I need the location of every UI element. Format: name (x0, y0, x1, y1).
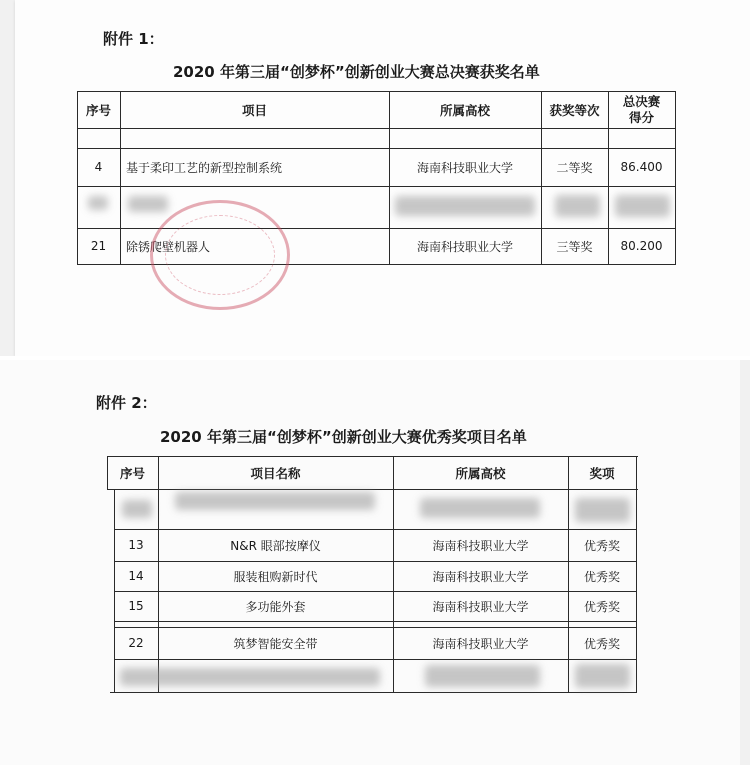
table-cell-no: 4 (94, 160, 103, 174)
attachment-1-label: 附件 1： (103, 30, 164, 48)
table-cell-score: 80.200 (620, 239, 663, 253)
table-cell-no: 22 (128, 636, 144, 650)
table-cell-project: N&R 眼部按摩仪 (230, 538, 321, 553)
header-project-name: 项目名称 (250, 465, 301, 481)
table-2-title: 2020 年第三届“创梦杯”创新创业大赛优秀奖项目名单 (160, 428, 527, 446)
header-award: 奖项 (589, 465, 615, 481)
table-cell-award: 三等奖 (556, 239, 593, 254)
table-cell-no: 14 (128, 569, 144, 583)
table-cell-project: 服装租购新时代 (233, 569, 318, 584)
table-1-title: 2020 年第三届“创梦杯”创新创业大赛总决赛获奖名单 (173, 63, 540, 81)
table-cell-school: 海南科技职业大学 (432, 538, 529, 553)
header-score (608, 91, 675, 128)
redacted-area (122, 500, 152, 518)
redacted-area (120, 668, 380, 686)
table-cell-score: 86.400 (620, 160, 663, 174)
table-cell-school: 海南科技职业大学 (416, 239, 513, 254)
table-cell-award: 优秀奖 (583, 569, 620, 584)
table-cell-award: 优秀奖 (583, 636, 620, 651)
header-score-line1: 总决赛 (622, 93, 661, 109)
redacted-area (128, 196, 168, 212)
header-school: 所属高校 (439, 102, 490, 118)
table-cell-school: 海南科技职业大学 (416, 160, 513, 175)
table-cell-no: 15 (128, 599, 144, 613)
header-no: 序号 (119, 465, 145, 481)
redacted-area (420, 498, 540, 518)
header-no: 序号 (85, 102, 111, 118)
table-cell-no: 13 (128, 538, 144, 552)
redacted-area (575, 498, 630, 522)
redacted-area (425, 665, 540, 687)
table-cell-project: 除锈爬壁机器人 (126, 239, 211, 254)
redacted-area (395, 196, 535, 216)
table-cell-award: 二等奖 (556, 160, 593, 175)
header-project: 项目 (241, 102, 267, 118)
redacted-area (88, 196, 108, 210)
table-cell-award: 优秀奖 (583, 538, 620, 553)
table-cell-award: 优秀奖 (583, 599, 620, 614)
header-score-line2: 得分 (628, 109, 654, 125)
redacted-area (175, 492, 375, 510)
header-award: 获奖等次 (549, 102, 600, 118)
table-cell-project: 多功能外套 (245, 599, 306, 614)
attachment-2-label: 附件 2： (96, 394, 157, 412)
header-school: 所属高校 (455, 465, 506, 481)
table-cell-school: 海南科技职业大学 (432, 636, 529, 651)
official-seal-inner-ring (165, 215, 275, 295)
table-cell-school: 海南科技职业大学 (432, 599, 529, 614)
table-cell-project: 筑梦智能安全带 (233, 636, 318, 651)
table-cell-project: 基于柔印工艺的新型控制系统 (126, 160, 283, 175)
redacted-area (555, 195, 600, 217)
table-cell-school: 海南科技职业大学 (432, 569, 529, 584)
redacted-area (615, 195, 670, 217)
redacted-area (575, 664, 630, 688)
table-cell-no: 21 (90, 239, 107, 253)
